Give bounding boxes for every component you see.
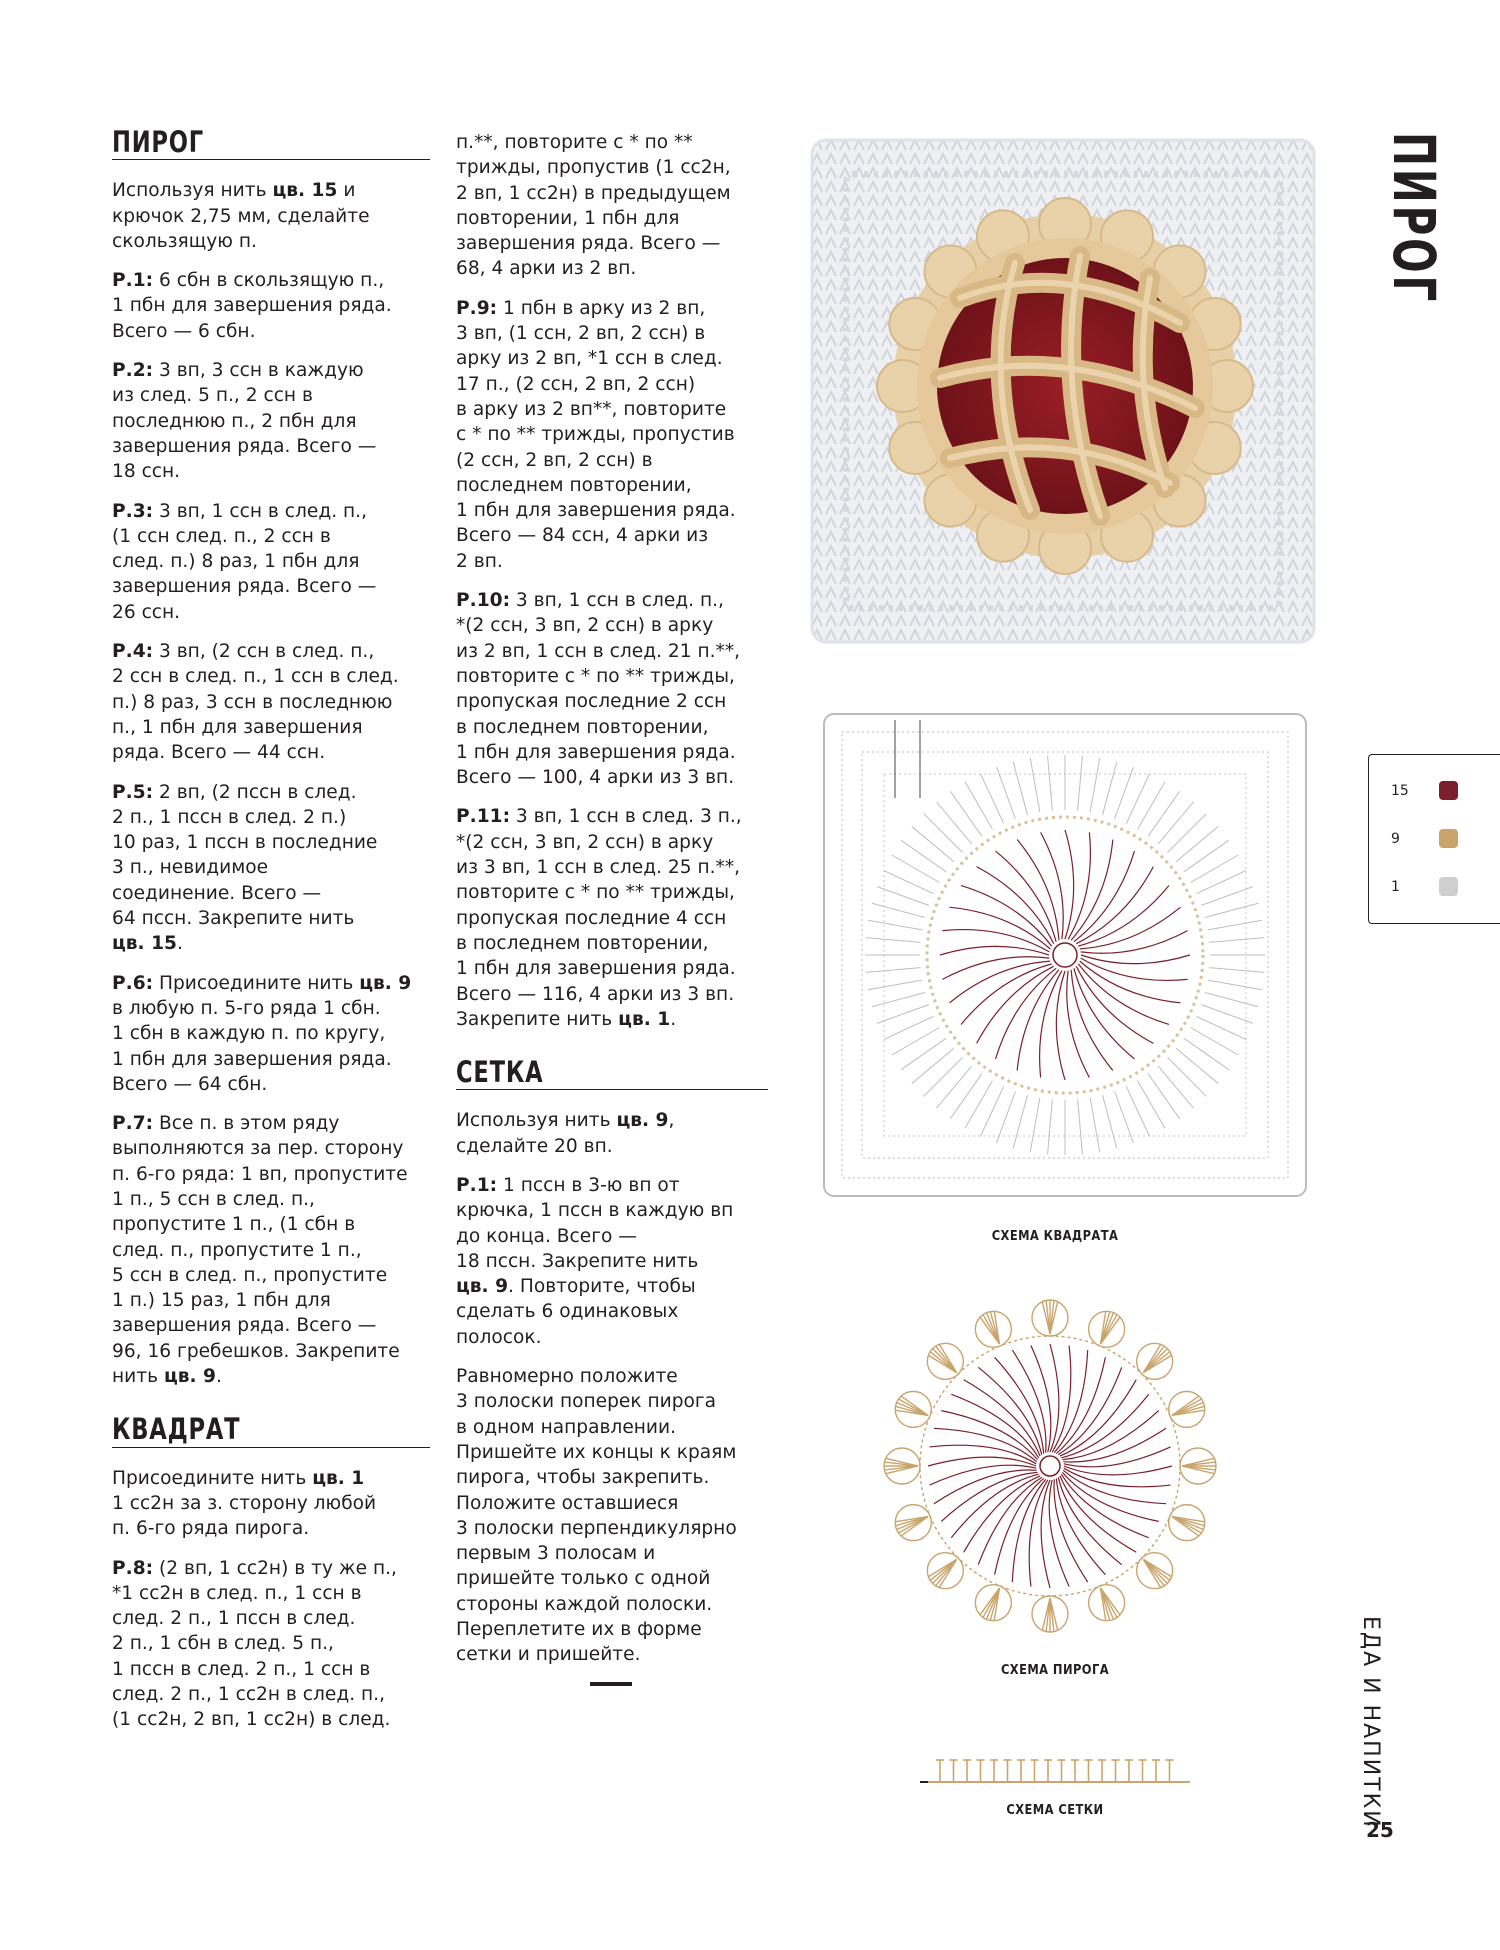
- heading-square: КВАДРАТ: [112, 1412, 241, 1447]
- row-8: Р.8: (2 вп, 1 сс2н) в ту же п., *1 сс2н в след. п., 1 ссн в след. 2 п., 1 пссн в след. 2 п., 1 сбн в след. 5 п., 1 пссн в след. 2 п., 1 ссн в след. 2 п., 1 сс2н в след. п., (1 сс2н, 2 вп, 1 сс2н) в след.: [112, 1557, 397, 1731]
- section-label: ЕДА И НАПИТКИ: [1358, 1616, 1383, 1829]
- heading-rule: [112, 1447, 430, 1448]
- intro-paragraph: Используя нить цв. 15 и крючок 2,75 мм, сделайте скользящую п.: [112, 180, 370, 252]
- legend-item: 9: [1391, 829, 1458, 848]
- color-swatch: [1439, 829, 1458, 848]
- row-1: Р.1: 6 сбн в скользящую п., 1 пбн для завершения ряда. Всего — 6 сбн.: [112, 270, 392, 342]
- mesh-row-1: Р.1: 1 пссн в 3-ю вп от крючка, 1 пссн в каждую вп до конца. Всего — 18 пссн. Закрепите нить цв. 9. Повторите, чтобы сделать 6 одинаковых полосок.: [456, 1174, 734, 1348]
- row-5: Р.5: 2 вп, (2 пссн в след. 2 п., 1 пссн в след. 2 п.) 10 раз, 1 пссн в последние 3 п., невидимое соединение. Всего — 64 пссн. Закрепите нить цв. 15.: [112, 781, 378, 955]
- heading-mesh: СЕТКА: [456, 1055, 544, 1090]
- row-10: Р.10: 3 вп, 1 ссн в след. п., *(2 ссн, 3 вп, 2 ссн) в арку из 2 вп, 1 ссн в след. 21 п.**, повторите с * по ** трижды, пропуская последние 2 ссн в последнем повторении, 1 пбн для завершения ряда. Всего — 100, 4 арки из 3 вп.: [456, 590, 741, 789]
- row-8-continued: п.**, повторите с * по ** трижды, пропустив (1 сс2н, 2 вп, 1 сс2н) в предыдущем повторении, 1 пбн для завершения ряда. Всего — 68, 4 арки из 2 вп.: [456, 132, 731, 280]
- page-number: 25: [1366, 1818, 1394, 1842]
- row-4: Р.4: 3 вп, (2 ссн в след. п., 2 ссн в след. п., 1 ссн в след. п.) 8 раз, 3 ссн в последнюю п., 1 пбн для завершения ряда. Всего — 44 ссн.: [112, 641, 399, 764]
- mesh-diagram: [920, 1752, 1200, 1788]
- row-11: Р.11: 3 вп, 1 ссн в след. 3 п., *(2 ссн, 3 вп, 2 ссн) в арку из 3 вп, 1 ссн в след. 25 п.**, повторите с * по ** трижды, пропуская последние 4 ссн в последнем повторении, 1 пбн для завершения ряда. Всего — 116, 4 арки из 3 вп. Закрепите нить цв. 1.: [456, 806, 742, 1030]
- heading-rule: [112, 159, 430, 160]
- text-column-1: [112, 125, 430, 1747]
- mesh-intro: Используя нить цв. 9, сделайте 20 вп.: [456, 1110, 675, 1157]
- end-mark: [590, 1682, 632, 1686]
- row-2: Р.2: 3 вп, 3 ссн в каждую из след. 5 п., 2 ссн в последнюю п., 2 пбн для завершения ряда. Всего — 18 ссн.: [112, 360, 377, 483]
- color-swatch: [1439, 781, 1458, 800]
- text-column-2: [456, 130, 768, 1686]
- color-swatch: [1439, 877, 1458, 896]
- row-6: Р.6: Присоедините нить цв. 9 в любую п. 5-го ряда 1 сбн. 1 сбн в каждую п. по кругу, 1 пбн для завершения ряда. Всего — 64 сбн.: [112, 972, 412, 1095]
- square-diagram: [820, 710, 1310, 1200]
- photo-pie-square: [810, 138, 1316, 644]
- row-3: Р.3: 3 вп, 1 ссн в след. п., (1 ссн след. п., 2 ссн в след. п.) 8 раз, 1 пбн для завершения ряда. Всего — 26 ссн.: [112, 500, 377, 623]
- legend-item: 1: [1391, 877, 1458, 896]
- pie-diagram: [880, 1296, 1220, 1636]
- caption-mesh: СХЕМА СЕТКИ: [1006, 1802, 1104, 1818]
- caption-square: СХЕМА КВАДРАТА: [991, 1228, 1119, 1244]
- color-legend: [1368, 754, 1500, 924]
- row-9: Р.9: 1 пбн в арку из 2 вп, 3 вп, (1 ссн, 2 вп, 2 ссн) в арку из 2 вп, *1 ссн в след. 17 п., (2 ссн, 2 вп, 2 ссн) в арку из 2 вп**, повторите с * по ** трижды, пропустив (2 ссн, 2 вп, 2 ссн) в последнем повторении, 1 пбн для завершения ряда. Всего — 84 ссн, 4 арки из 2 вп.: [456, 297, 736, 572]
- caption-pie: СХЕМА ПИРОГА: [1000, 1662, 1110, 1678]
- legend-item: 15: [1391, 781, 1458, 800]
- row-7: Р.7: Все п. в этом ряду выполняются за пер. сторону п. 6-го ряда: 1 вп, пропустите 1 п., 5 ссн в след. п., пропустите 1 п., (1 сбн в след. п., пропустите 1 п., 5 ссн в след. п., пропустите 1 п.) 15 раз, 1 пбн для завершения ряда. Всего — 96, 16 гребешков. Закрепите нить цв. 9.: [112, 1113, 408, 1388]
- heading-rule: [456, 1089, 768, 1090]
- vertical-title: ПИРОГ: [1380, 132, 1448, 305]
- heading-pie: ПИРОГ: [112, 125, 204, 159]
- square-intro: Присоедините нить цв. 1 1 сс2н за з. сторону любой п. 6-го ряда пирога.: [112, 1467, 377, 1540]
- assembly-text: Равномерно положите 3 полоски поперек пирога в одном направлении. Пришейте их концы к краям пирога, чтобы закрепить. Положите оставшиеся 3 полоски перпендикулярно первым 3 полосам и пришейте только с одной стороны каждой полоски. Переплетите их в форме сетки и пришейте.: [456, 1366, 737, 1666]
